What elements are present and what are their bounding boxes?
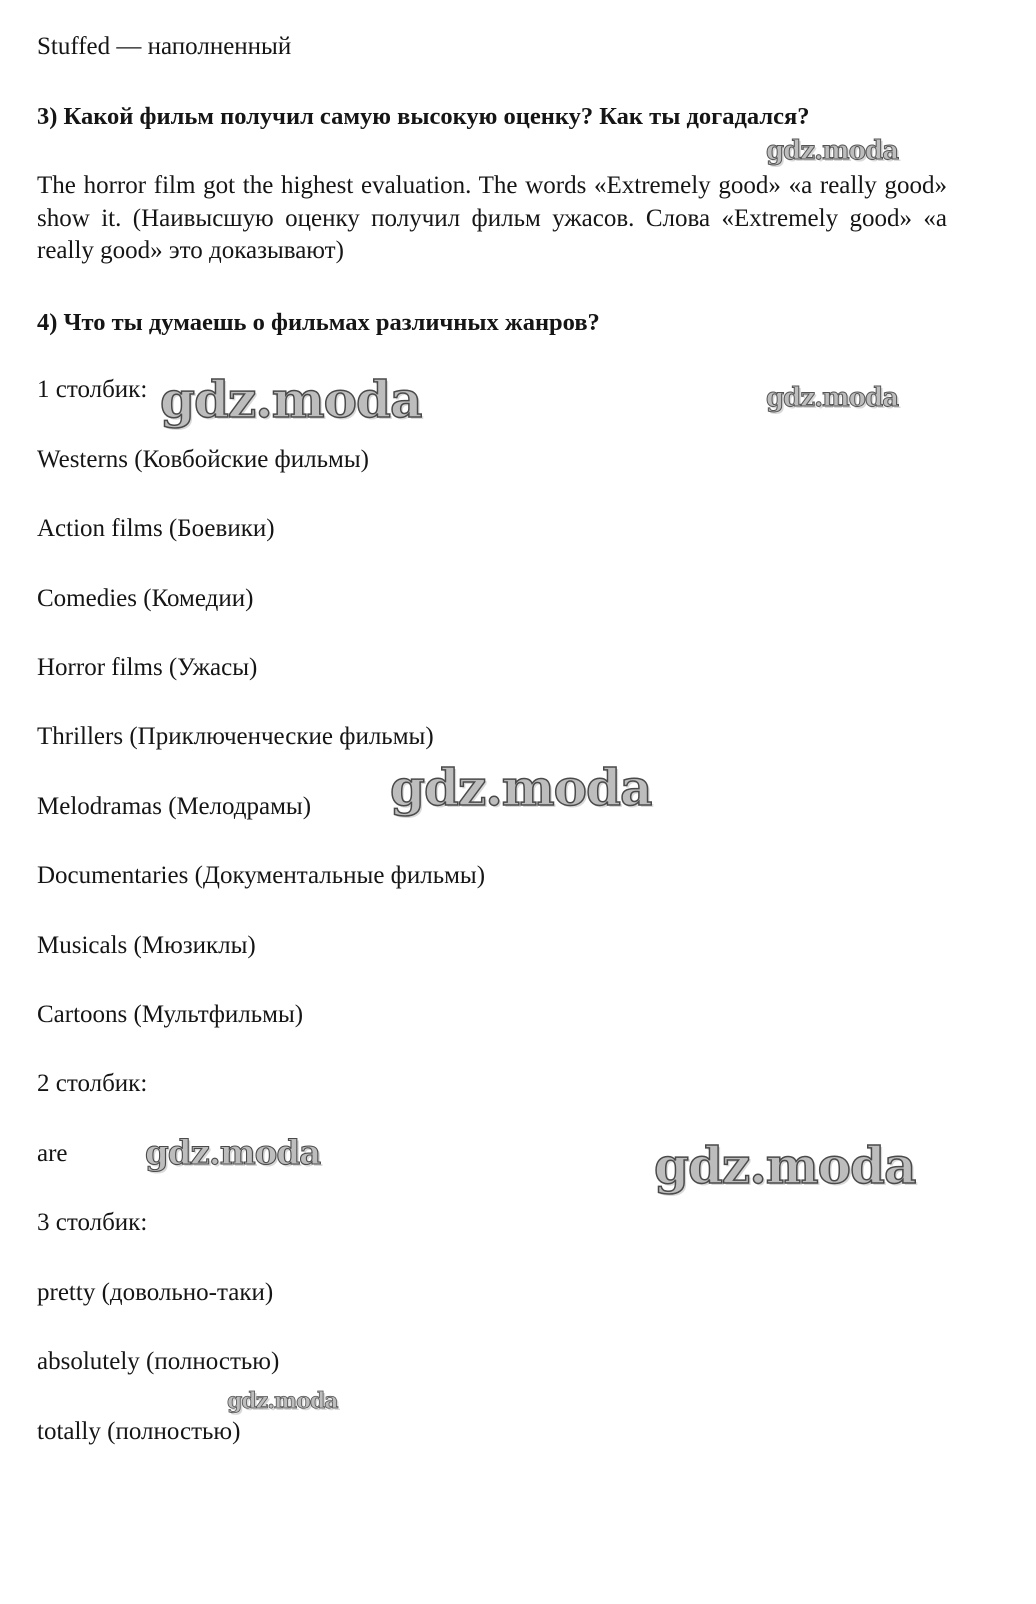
column-1-item: Documentaries (Документальные фильмы) <box>37 862 486 889</box>
watermark-logo: gdz.moda <box>766 383 899 413</box>
answer-3-paragraph: The horror film got the highest evaluation. The words «Extremely good» «a really good» show it. (Наивысшую оценку получил фильм ужасов. Слова «Extremely good» «a really good» это доказывают) <box>37 172 947 264</box>
watermark-logo: gdz.moda <box>390 758 652 817</box>
question-4-heading: 4) Что ты думаешь о фильмах различных жанров? <box>37 309 600 336</box>
column-1-item: Action films (Боевики) <box>37 515 275 542</box>
column-3-item: pretty (довольно-таки) <box>37 1279 274 1306</box>
column-1-label: 1 столбик: <box>37 376 148 403</box>
watermark-logo: gdz.moda <box>654 1136 916 1195</box>
column-3-item: totally (полностью) <box>37 1418 241 1445</box>
watermark-logo: gdz.moda <box>145 1133 321 1173</box>
column-2-item: are <box>37 1140 68 1167</box>
watermark-logo: gdz.moda <box>766 136 899 166</box>
column-1-item: Horror films (Ужасы) <box>37 654 258 681</box>
watermark-logo: gdz.moda <box>160 370 422 429</box>
column-3-label: 3 столбик: <box>37 1209 148 1236</box>
column-1-item: Melodramas (Мелодрамы) <box>37 793 312 820</box>
question-3-heading: 3) Какой фильм получил самую высокую оценку? Как ты догадался? <box>37 103 810 130</box>
column-1-item: Cartoons (Мультфильмы) <box>37 1001 304 1028</box>
column-3-item: absolutely (полностью) <box>37 1348 280 1375</box>
watermark-logo: gdz.moda <box>227 1388 338 1414</box>
vocab-line-stuffed: Stuffed — наполненный <box>37 33 292 60</box>
column-1-item: Thrillers (Приключенческие фильмы) <box>37 723 434 750</box>
column-2-label: 2 столбик: <box>37 1070 148 1097</box>
column-1-item: Musicals (Мюзиклы) <box>37 932 256 959</box>
column-1-item: Comedies (Комедии) <box>37 585 254 612</box>
column-1-item: Westerns (Ковбойские фильмы) <box>37 446 369 473</box>
